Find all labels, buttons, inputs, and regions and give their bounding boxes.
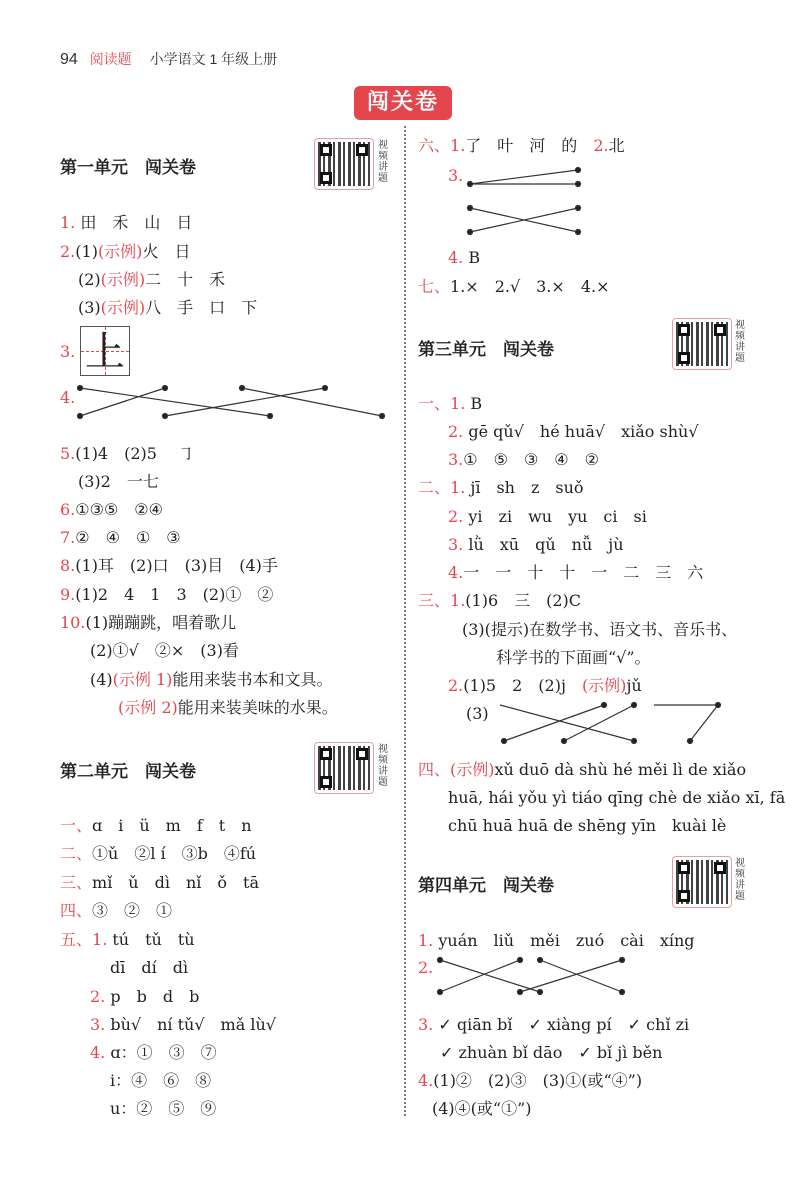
section-name: 阅读题 [89, 51, 132, 67]
qr-label-unit3: 视频讲题 [735, 320, 745, 364]
u4-q2-num: 2. [418, 958, 434, 977]
u1-q10a: 10.(1)蹦蹦跳，唱着歌儿 [60, 613, 237, 632]
u2-p4: 四、③ ② ① [60, 901, 173, 920]
u4-q4a: 4.(1)② (2)③ (3)①(或“④”) [418, 1071, 643, 1090]
u2-p3: 三、mǐ ǔ dì nǐ ǒ tā [60, 873, 259, 892]
qr-label-unit1: 视频讲题 [378, 140, 388, 184]
u2-p5-q1b: dī dí dì [110, 958, 189, 977]
u3-p4-l1: 四、(示例)xǔ duō dà shù hé měi lì de xiǎo [418, 760, 747, 779]
u2-p5-q2: 2. p b d b [90, 987, 200, 1006]
u3-p1-q1: 一、1. B [418, 394, 483, 413]
u1-q3-char: 上 [85, 329, 125, 375]
qr-label-unit4: 视频讲题 [735, 858, 745, 902]
u4-q4b: (4)④(或“①”) [432, 1099, 532, 1118]
qr-code-unit2[interactable] [314, 742, 374, 794]
unit3-title: 第三单元 闯关卷 [418, 340, 554, 360]
unit1-title: 第一单元 闯关卷 [60, 158, 196, 178]
u2-p5-q4c: u：② ⑤ ⑨ [110, 1099, 217, 1118]
u1-q5b: (3)2 一七 [78, 472, 159, 491]
book-name: 小学语文 1 年级上册 [149, 51, 278, 67]
u3-p2-q2: 2. yi zi wu yu ci si [448, 507, 647, 526]
unit2-title: 第二单元 闯关卷 [60, 762, 196, 782]
u1-q9: 9.(1)2 4 1 3 (2)① ② [60, 585, 274, 604]
u3-p2-q3: 3. lǜ xū qǔ nǚ jù [448, 535, 624, 554]
u1-q10b: (2)①√ ②× (3)看 [90, 641, 239, 660]
u2-p5-q1a: 五、1. tú tǔ tù [60, 930, 195, 949]
u2-p2: 二、①ǔ ②l í ③b ④fú [60, 844, 257, 863]
page-header [60, 49, 277, 69]
u1-q2b: (2)(示例)二 十 禾 [78, 270, 226, 289]
u1-q4-num: 4. [60, 388, 76, 407]
u3-p4-l3: chū huā huā de shēng yīn kuài lè [448, 816, 727, 835]
u1-q4-matching [70, 380, 390, 425]
page-number: 94 [60, 51, 78, 68]
u3-p3-q2a: 2.(1)5 2 (2)j (示例)jǔ [448, 676, 642, 695]
u2-p5-q4a: 4. ɑ：① ③ ⑦ [90, 1043, 217, 1062]
u1-q2c: (3)(示例)八 手 口 下 [78, 298, 258, 317]
u1-q8: 8.(1)耳 (2)口 (3)目 (4)手 [60, 556, 278, 575]
u3-p3-q2-matching [494, 697, 724, 747]
qr-code-unit4[interactable] [672, 856, 732, 908]
r-p6-q3-matching [462, 160, 592, 240]
u1-q1: 1. 田 禾 山 日 [60, 213, 193, 232]
u1-q3-num: 3. [60, 342, 76, 361]
u1-q2a: 2.(1)(示例)火 日 [60, 242, 191, 261]
r-p6-q1: 六、1.了 叶 河 的 2.北 [418, 136, 625, 155]
unit4-title: 第四单元 闯关卷 [418, 876, 554, 896]
page-banner: 闯关卷 [354, 86, 452, 120]
r-p6-q3-num: 3. [448, 166, 464, 185]
u4-q2-matching [432, 952, 632, 1000]
u3-p3-q2c: (3) [466, 704, 489, 723]
u3-p3-q1a: 三、1.(1)6 三 (2)C [418, 591, 582, 610]
u2-p5-q4b: i：④ ⑥ ⑧ [110, 1071, 212, 1090]
u1-q7: 7.② ④ ① ③ [60, 528, 181, 547]
u2-p1: 一、ɑ i ü m f t n [60, 816, 252, 835]
u4-q1: 1. yuán liǔ měi zuó cài xíng [418, 931, 695, 950]
r-p7: 七、1.× 2.√ 3.× 4.× [418, 277, 610, 296]
qr-code-unit3[interactable] [672, 318, 732, 370]
u3-p2-q4: 4.一 一 十 十 一 二 三 六 [448, 563, 704, 582]
qr-label-unit2: 视频讲题 [378, 744, 388, 788]
u4-q3a: 3. ✓ qiān bǐ ✓ xiàng pí ✓ chǐ zi [418, 1015, 690, 1034]
u1-q3-charbox [80, 326, 130, 376]
u3-p3-q1b: (3)(提示)在数学书、语文书、音乐书、 [462, 620, 738, 639]
u4-q3b: ✓ zhuàn bǐ dāo ✓ bǐ jì běn [440, 1043, 663, 1062]
u1-q10d: (示例 2)能用来装美味的水果。 [118, 698, 338, 717]
column-divider [404, 126, 406, 1116]
u3-p1-q2: 2. gē qǔ√ hé huā√ xiǎo shù√ [448, 422, 699, 441]
u1-q5a: 5.(1)4 (2)5 ㇆ [60, 444, 195, 463]
u2-p5-q3: 3. bù√ ní tǔ√ mǎ lù√ [90, 1015, 276, 1034]
u1-q6: 6.①③⑤ ②④ [60, 500, 163, 519]
u3-p3-q1c: 科学书的下面画“√”。 [496, 648, 651, 667]
u3-p4-l2: huā, hái yǒu yì tiáo qīng chè de xiǎo xī, fā [448, 788, 786, 807]
r-p6-q4: 4. B [448, 248, 481, 267]
u3-p2-q1: 二、1. jī sh z suǒ [418, 478, 584, 497]
u1-q10c: (4)(示例 1)能用来装书本和文具。 [90, 670, 333, 689]
u3-p1-q3: 3.① ⑤ ③ ④ ② [448, 450, 599, 469]
qr-code-unit1[interactable] [314, 138, 374, 190]
